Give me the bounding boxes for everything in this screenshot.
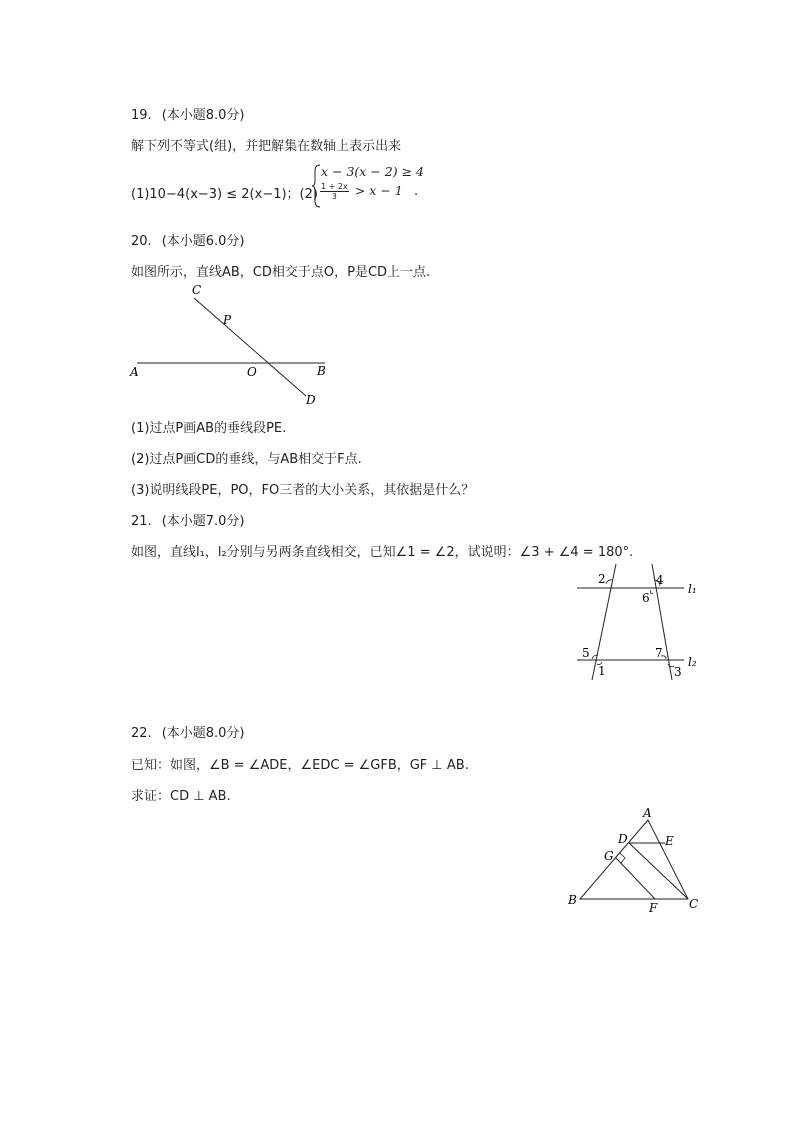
q21-label-l1: l₁ [688, 582, 697, 596]
q21-label-l2: l₂ [688, 655, 697, 669]
q19-system-line1: x − 3(x − 2) ≥ 4 [321, 164, 424, 179]
q22-label-b: B [568, 893, 577, 907]
q20-number: 20. [131, 234, 152, 249]
q22-segment-gf [616, 858, 655, 899]
q19-prompt: 解下列不等式(组)，并把解集在数轴上表示出来 [131, 139, 402, 154]
q20-figure [120, 278, 350, 413]
q21-figure [570, 560, 705, 686]
q22-figure [560, 802, 710, 917]
q20-label-o: O [247, 365, 257, 379]
q21-angle-3: 3 [674, 665, 682, 679]
q22-triangle-abc [580, 820, 688, 899]
q22-given: 已知：如图，∠B = ∠ADE，∠EDC = ∠GFB，GF ⊥ AB. [131, 758, 469, 773]
q19-part1: (1)10−4(x−3) ≤ 2(x−1)；(2) [131, 187, 318, 202]
q20-score: (本小题6.0分) [161, 234, 245, 249]
q21-angle-2: 2 [598, 572, 606, 586]
q19-fraction [320, 182, 349, 201]
q19-system-line2 [320, 182, 403, 201]
q22-header [131, 722, 245, 741]
q20-label-d: D [306, 393, 316, 407]
q22-right-angle-mark [620, 853, 625, 863]
q22-number: 22. [131, 726, 152, 741]
q19-number: 19. [131, 108, 152, 123]
q22-label-e: E [665, 834, 674, 848]
q22-score: (本小题8.0分) [161, 726, 245, 741]
q20-item-2: (2)过点P画CD的垂线，与AB相交于F点. [131, 452, 362, 467]
q22-label-g: G [604, 849, 614, 863]
q20-label-b: B [317, 364, 326, 378]
q20-item-1: (1)过点P画AB的垂线段PE. [131, 421, 287, 436]
q22-label-c: C [689, 897, 699, 911]
q22-label-a: A [643, 806, 652, 820]
q19-tail: . [414, 184, 419, 199]
q21-prompt: 如图，直线l₁，l₂分别与另两条直线相交，已知∠1 = ∠2，试说明：∠3 + ∠4 = 180°. [131, 545, 634, 560]
q20-label-p: P [223, 313, 232, 327]
q21-angle-5: 5 [582, 646, 590, 660]
q22-label-f: F [649, 901, 658, 915]
q20-line-cd [194, 298, 306, 396]
q20-header [131, 230, 245, 249]
q22-prove: 求证：CD ⊥ AB. [131, 789, 231, 804]
q19-system-line2-rest: > x − 1 [354, 183, 403, 198]
q21-angle-6: 6 [642, 591, 650, 605]
q19-header [131, 104, 245, 123]
q21-angle-4: 4 [656, 573, 664, 587]
q22-label-d: D [618, 832, 628, 846]
q21-angle-7: 7 [655, 646, 663, 660]
q21-number: 21. [131, 514, 152, 529]
q22-segment-dc [629, 843, 688, 899]
q21-angle-1: 1 [598, 664, 606, 678]
q19-score: (本小题8.0分) [161, 108, 245, 123]
q20-label-a: A [130, 365, 139, 379]
q21-header [131, 510, 245, 529]
q21-score: (本小题7.0分) [161, 514, 245, 529]
q20-prompt: 如图所示，直线AB，CD相交于点O，P是CD上一点. [131, 265, 431, 280]
q19-frac-numerator: 1 + 2x [321, 182, 348, 191]
q19-frac-denominator: 3 [331, 192, 337, 201]
q20-item-3: (3)说明线段PE，PO，FO三者的大小关系，其依据是什么？ [131, 483, 475, 498]
q20-label-c: C [192, 283, 202, 297]
